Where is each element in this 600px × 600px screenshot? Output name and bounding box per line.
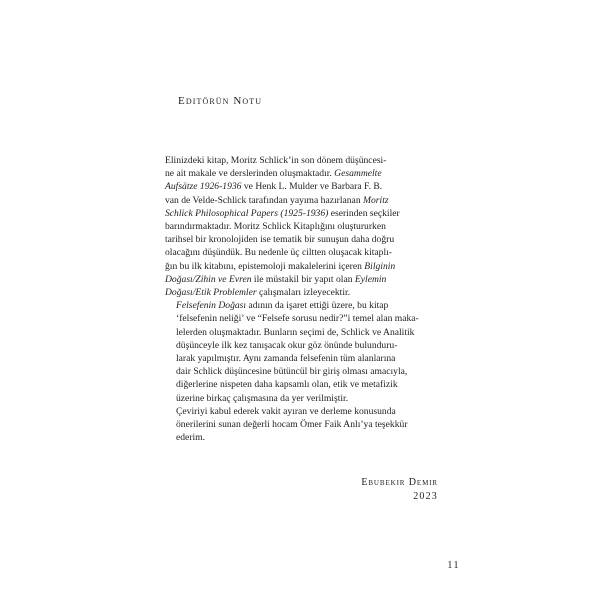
text-line — [165, 246, 437, 259]
text-line — [165, 392, 437, 405]
text-line — [165, 207, 437, 220]
text-run: ederim. — [176, 432, 206, 444]
text-line — [165, 418, 437, 431]
italic-title: Schlick Philosophical Papers (1925-1936) — [165, 207, 329, 219]
text-run: ğın bu ilk kitabını, epistemoloji makalelerini içeren — [165, 260, 365, 272]
italic-title: Gesammelte — [334, 168, 382, 180]
text-run: çalışmaları izleyecektir. — [256, 287, 351, 299]
text-line — [165, 431, 437, 444]
text-line — [165, 299, 437, 312]
text-run: ve Henk L. Mulder ve Barbara F. B. — [241, 181, 383, 193]
text-run: adının da işaret ettiği üzere, bu kitap — [246, 300, 389, 312]
text-run: Elinizdeki kitap, Moritz Schlick’in son dönem düşüncesi- — [165, 155, 387, 166]
text-line — [165, 326, 437, 339]
page-number: 11 — [447, 560, 460, 571]
text-line — [165, 233, 437, 246]
author-name: Ebubekir Demir — [361, 477, 438, 488]
text-run: olacağını düşündük. Bu nedenle üç ciltten oluşacak kitaplı- — [165, 247, 392, 259]
text-run: tarihsel bir kronolojiden ise tematik bir sunuşun daha doğru — [165, 234, 395, 246]
body-text — [165, 154, 437, 444]
section-heading: Editörün Notu — [178, 95, 263, 107]
italic-title: Aufsätze 1926-1936 — [165, 181, 242, 193]
paragraph — [165, 405, 437, 445]
italic-title: Doğası/Etik Problemler — [165, 287, 257, 299]
text-run: van de Velde-Schlick tarafından yayıma hazırlanan — [165, 194, 364, 206]
text-run: düşünceyle ilk kez tanışacak okur göz önünde bulunduru- — [176, 339, 398, 351]
text-line — [165, 339, 437, 352]
italic-title: Doğası/Zihin ve Evren — [165, 273, 252, 285]
text-run: ile müstakil bir yapıt olan — [251, 273, 355, 285]
text-run: diğerlerine nispeten daha kapsamlı olan, etik ve metafizik — [176, 379, 398, 391]
text-run: lelerden oluşmaktadır. Bunların seçimi de, Schlick ve Analitik — [176, 326, 415, 338]
signature-block — [361, 476, 438, 504]
text-line — [165, 352, 437, 365]
text-run: eserinden seçkiler — [328, 207, 400, 219]
text-line — [165, 286, 437, 299]
text-line — [165, 365, 437, 378]
text-run: larak yapılmıştır. Aynı zamanda felsefenin tüm alanlarına — [176, 353, 396, 365]
text-run: üzerine birkaç çalışmasına da yer verilmiştir. — [176, 392, 349, 404]
text-line — [165, 378, 437, 391]
text-run: dair Schlick düşüncesine bütüncül bir giriş olması amacıyla, — [176, 366, 408, 378]
italic-title: Eylemin — [354, 273, 387, 285]
signature-year: 2023 — [413, 491, 438, 502]
paragraph — [165, 299, 437, 405]
text-run: ne ait makale ve derslerinden oluşmaktadır. — [165, 168, 335, 180]
italic-title: Felsefenin Doğası — [176, 300, 247, 312]
paragraph — [165, 154, 437, 299]
text-run: barındırmaktadır. Moritz Schlick Kitaplığını oluştururken — [165, 221, 386, 233]
italic-title: Moritz — [363, 194, 389, 206]
text-line — [165, 312, 437, 325]
text-line — [165, 194, 437, 207]
italic-title: Bilginin — [364, 260, 396, 272]
text-line — [165, 260, 437, 273]
text-line — [165, 167, 437, 180]
text-run: önerilerini sunan değerli hocam Ömer Faik Anlı’ya teşekkür — [176, 419, 408, 431]
text-line — [165, 154, 437, 167]
text-line — [165, 220, 437, 233]
text-line — [165, 180, 437, 193]
text-run: ‘felsefenin neliği’ ve “Felsefe sorusu nedir?”i temel alan maka- — [176, 313, 419, 325]
text-line — [165, 273, 437, 286]
text-line — [165, 405, 437, 418]
text-run: Çeviriyi kabul ederek vakit ayıran ve derleme konusunda — [176, 405, 396, 417]
